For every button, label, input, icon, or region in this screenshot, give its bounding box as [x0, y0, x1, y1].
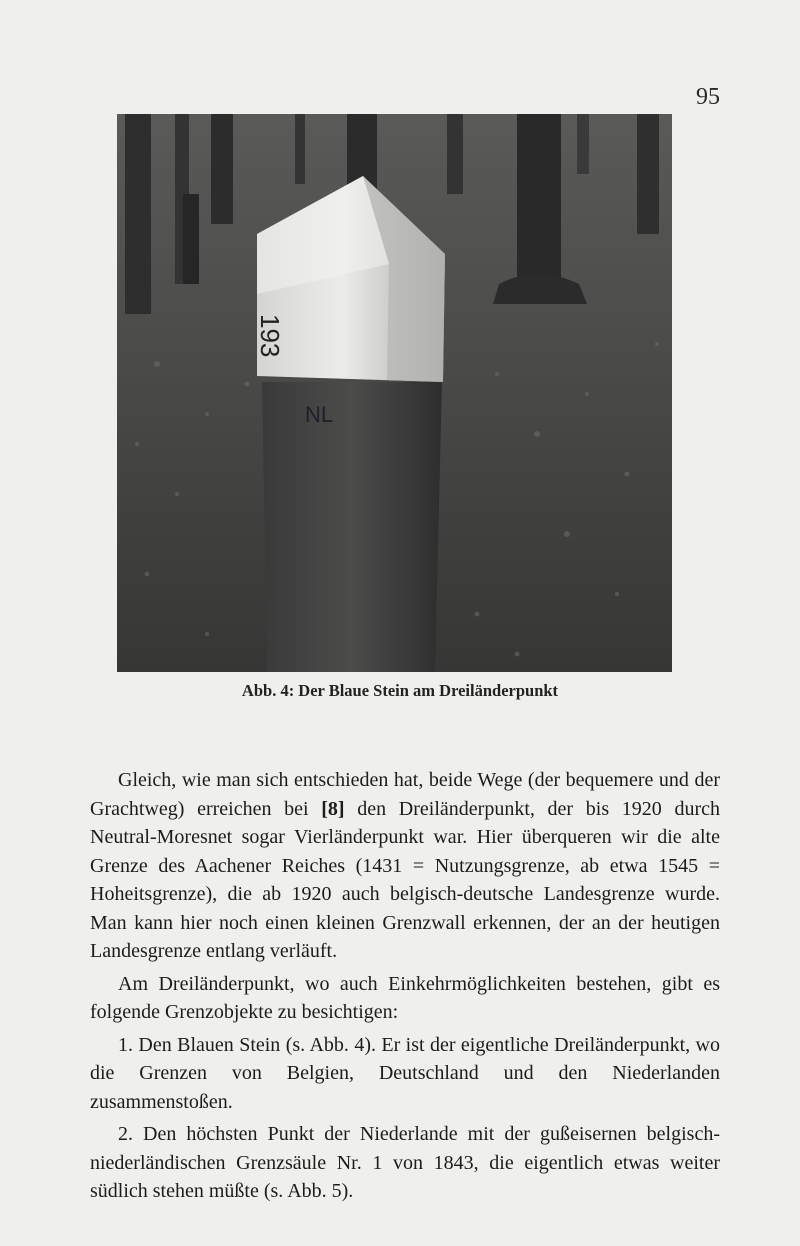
paragraph-3: 1. Den Blauen Stein (s. Abb. 4). Er ist der eigentliche Dreiländerpunkt, wo die Grenzen von Belgien, Deutschland und den Niederlanden zusammenstoßen.	[90, 1033, 720, 1113]
route-marker: [8]	[321, 797, 345, 820]
stone-number-label: 193	[255, 314, 285, 358]
paragraph-4: 2. Den höchsten Punkt der Niederlande mit der gußeisernen belgisch-niederländischen Grenzsäule Nr. 1 von 1843, die eigentlich etwas weiter südlich stehen müßte (s. Abb. 5).	[90, 1123, 720, 1202]
photo-boundary-stone	[117, 114, 672, 672]
paragraph-2: Am Dreiländerpunkt, wo auch Einkehrmöglichkeiten bestehen, gibt es folgende Grenzobjekte zu besichtigen:	[90, 972, 720, 1023]
body-text	[90, 766, 720, 1206]
paragraph-1: Gleich, wie man sich entschieden hat, beide Wege (der bequemere und der Grachtweg) erreichen bei [8] den Dreiländerpunkt, der bis 1920 durch Neutral-Moresnet sogar Vierländerpunkt war. Hier überqueren wir die alte Grenze des Aachener Reiches (1431 = Nutzungsgrenze, ab etwa 1545 = Hoheitsgrenze), die ab 1920 auch belgisch-deutsche Landesgrenze wurde. Man kann hier noch einen kleinen Grenzwall erkennen, der an der heutigen Landesgrenze entlang verläuft.	[90, 769, 720, 962]
page-number: 95	[696, 84, 720, 110]
figure-caption: Abb. 4: Der Blaue Stein am Dreiländerpunkt	[241, 681, 559, 700]
stone-letters-label: NL	[305, 402, 334, 427]
